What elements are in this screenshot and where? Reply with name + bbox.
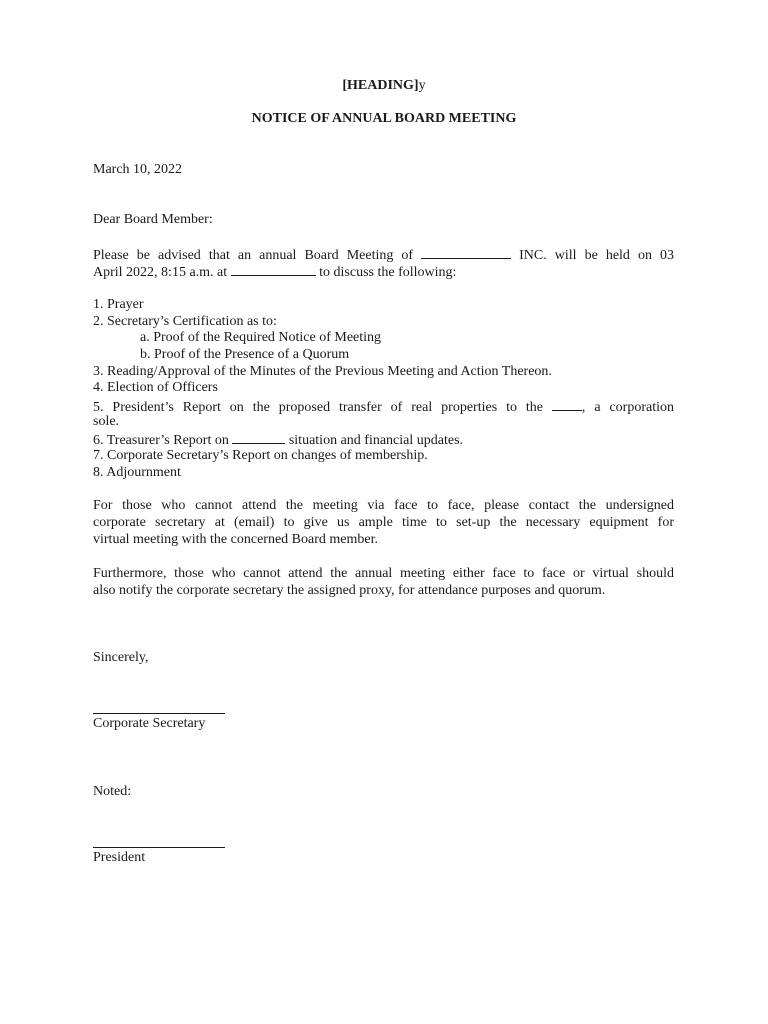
salutation: Dear Board Member: <box>93 212 213 227</box>
agenda-item-1: 1. Prayer <box>93 297 144 312</box>
intro-text-1b: INC. will be held on 03 <box>519 248 674 263</box>
agenda-item-6-text-a: 6. Treasurer’s Report on <box>93 433 229 448</box>
agenda-item-3: 3. Reading/Approval of the Minutes of the Previous Meeting and Action Thereon. <box>93 364 552 379</box>
recipient-blank <box>552 397 582 411</box>
signature-title-secretary: Corporate Secretary <box>93 716 206 731</box>
agenda-item-2a: a. Proof of the Required Notice of Meeting <box>140 330 382 345</box>
agenda-item-5-continued: sole. <box>93 414 120 429</box>
intro-text-2a: April 2022, 8:15 a.m. at <box>93 265 228 280</box>
agenda-item-2b: b. Proof of the Presence of a Quorum <box>140 347 350 362</box>
venue-blank <box>231 262 316 276</box>
signature-line-secretary <box>93 713 225 714</box>
closing: Sincerely, <box>93 650 149 665</box>
letter-date: March 10, 2022 <box>93 162 183 177</box>
agenda-item-8: 8. Adjournment <box>93 465 181 480</box>
agenda-item-5-text-b: , a corporation <box>581 400 674 415</box>
intro-text-2b: to discuss the following: <box>319 265 457 280</box>
agenda-item-2: 2. Secretary’s Certification as to: <box>93 314 277 329</box>
company-blank <box>421 245 511 259</box>
situation-blank <box>232 430 285 444</box>
signature-title-president: President <box>93 850 146 865</box>
virtual-para-line-3: virtual meeting with the concerned Board member. <box>93 532 378 547</box>
agenda-item-4: 4. Election of Officers <box>93 380 218 395</box>
agenda-item-5-text-a: 5. President’s Report on the proposed transfer of real properties to the <box>93 400 543 415</box>
heading-suffix: y <box>418 78 426 93</box>
noted-label: Noted: <box>93 784 132 799</box>
agenda-item-5 <box>93 397 674 416</box>
intro-text-1a: Please be advised that an annual Board Meeting of <box>93 248 414 263</box>
document-title: NOTICE OF ANNUAL BOARD MEETING <box>251 111 517 126</box>
intro-line-2 <box>93 262 456 281</box>
virtual-para-line-1: For those who cannot attend the meeting via face to face, please contact the undersigned <box>93 498 674 513</box>
signature-line-president <box>93 847 225 848</box>
heading-main: [HEADING] <box>342 78 419 93</box>
proxy-para-line-1: Furthermore, those who cannot attend the annual meeting either face to face or virtual should <box>93 566 674 581</box>
agenda-item-7: 7. Corporate Secretary’s Report on changes of membership. <box>93 448 428 463</box>
heading-line <box>0 77 768 94</box>
agenda-item-6-text-b: situation and financial updates. <box>288 433 464 448</box>
virtual-para-line-2: corporate secretary at (email) to give us ample time to set-up the necessary equipment for <box>93 515 674 530</box>
proxy-para-line-2: also notify the corporate secretary the assigned proxy, for attendance purposes and quorum. <box>93 583 606 598</box>
